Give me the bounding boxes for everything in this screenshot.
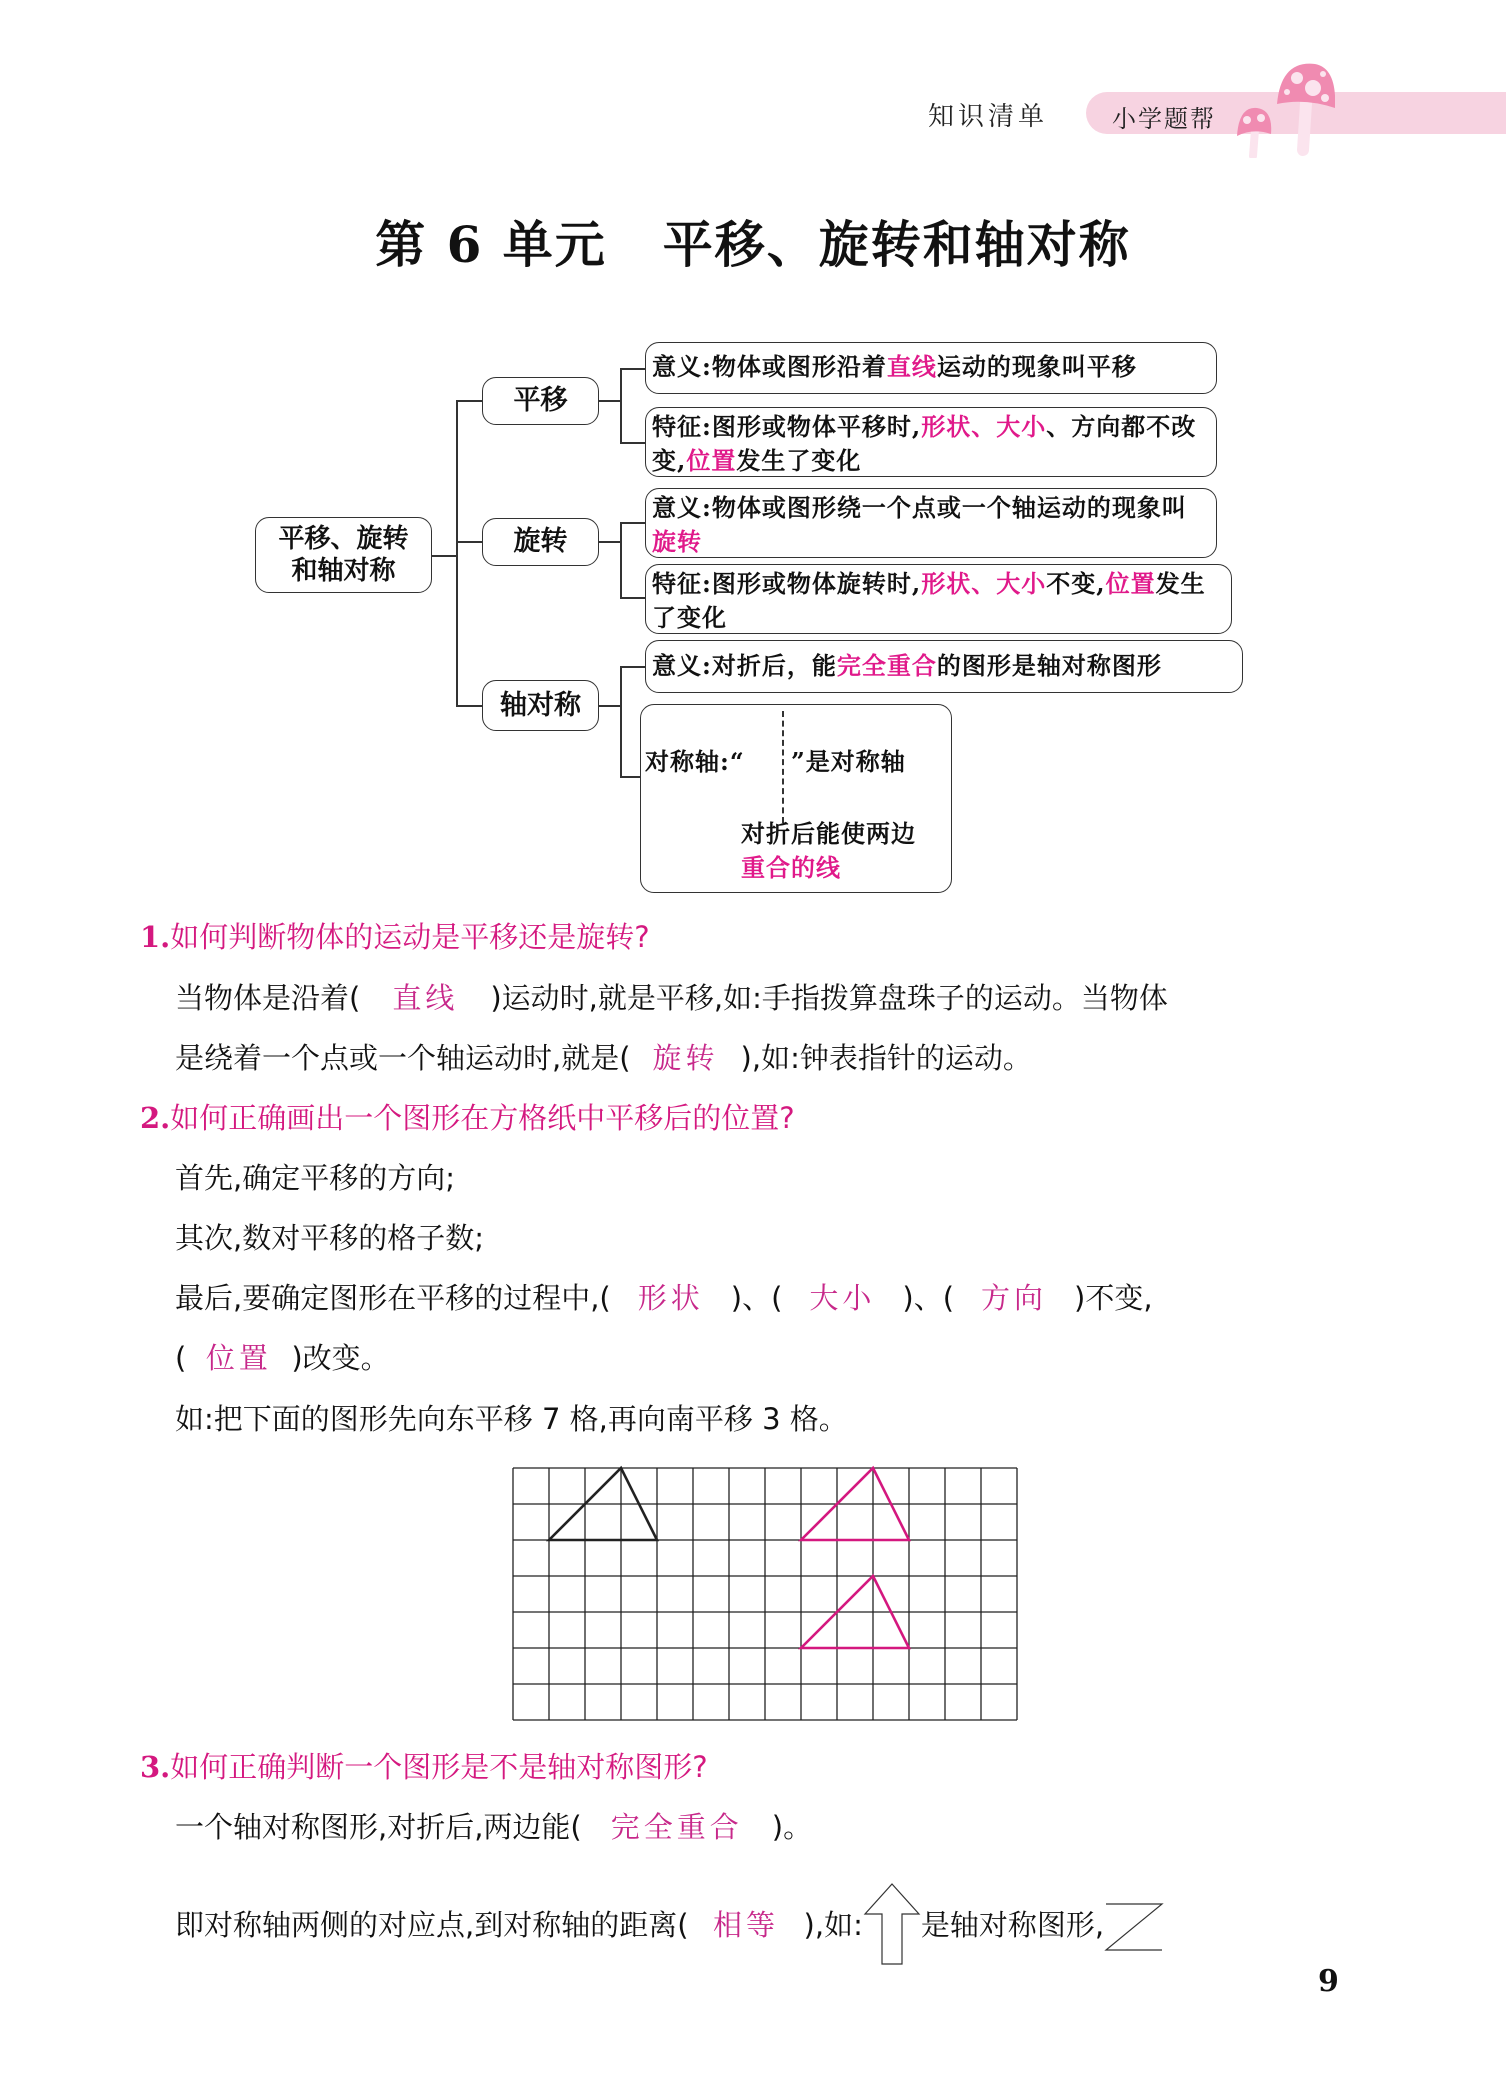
body-text: 最后,要确定图形在平移的过程中,( bbox=[175, 1281, 611, 1315]
question-3-line-1 bbox=[175, 1805, 812, 1846]
body-text: 如:把下面的图形先向东平移 7 格,再向南平移 3 格。 bbox=[175, 1402, 848, 1436]
section-label: 知识清单 bbox=[928, 102, 1049, 132]
connector bbox=[599, 705, 621, 707]
connector bbox=[620, 597, 645, 599]
connector bbox=[599, 541, 621, 543]
answer-text: 大小 bbox=[809, 1281, 876, 1315]
answer-text: 旋转 bbox=[652, 1041, 719, 1075]
symmetry-axis-box bbox=[640, 704, 952, 893]
highlight-text: 完全重合 bbox=[836, 651, 937, 680]
connector bbox=[456, 400, 458, 706]
detail-rotation-feature bbox=[645, 564, 1232, 634]
connector bbox=[620, 368, 622, 443]
body-text: )、( bbox=[902, 1281, 955, 1315]
brand-label: 小学题帮 bbox=[1112, 105, 1216, 133]
highlight-text: 位置 bbox=[1105, 569, 1156, 598]
detail-text: 发生了变化 bbox=[736, 446, 862, 475]
mushroom-icon bbox=[1225, 58, 1335, 158]
detail-text: 意义:物体或图形沿着 bbox=[652, 352, 887, 381]
connector bbox=[432, 555, 457, 557]
connector bbox=[620, 368, 645, 370]
question-1-title: 1.如何判断物体的运动是平移还是旋转? bbox=[140, 920, 650, 954]
connector bbox=[620, 442, 645, 444]
answer-text: 位置 bbox=[205, 1341, 272, 1375]
question-2-line-2 bbox=[175, 1216, 484, 1257]
question-2-line-4 bbox=[175, 1336, 390, 1377]
axis-prefix: 对称轴:“ bbox=[645, 747, 745, 776]
connector bbox=[599, 400, 621, 402]
node-axial-symmetry: 轴对称 bbox=[482, 680, 599, 731]
mindmap-root: 平移、旋转 和轴对称 bbox=[255, 517, 432, 593]
up-arrow-shape-icon bbox=[863, 1888, 921, 1966]
detail-translation-feature bbox=[645, 407, 1217, 477]
page-title bbox=[0, 205, 1506, 277]
question-2-line-1 bbox=[175, 1156, 455, 1197]
question-3-line-2 bbox=[175, 1888, 1164, 1966]
detail-text: 发生了变化 bbox=[652, 569, 1206, 632]
detail-text: 的图形是轴对称图形 bbox=[936, 651, 1162, 680]
body-text: 其次,数对平移的格子数; bbox=[175, 1221, 484, 1255]
body-text: )。 bbox=[771, 1810, 813, 1844]
body-text: 一个轴对称图形,对折后,两边能( bbox=[175, 1810, 582, 1844]
detail-rotation-meaning bbox=[645, 488, 1217, 558]
node-rotation: 旋转 bbox=[482, 518, 599, 566]
answer-text: 直线 bbox=[392, 981, 459, 1015]
body-text: ( bbox=[175, 1341, 187, 1375]
answer-text: 完全重合 bbox=[610, 1810, 743, 1844]
question-2-line-3 bbox=[175, 1276, 1153, 1317]
axis-dashed-line bbox=[782, 711, 784, 823]
highlight-text: 旋转 bbox=[652, 527, 702, 556]
body-text: ),如: bbox=[803, 1908, 863, 1942]
node-translation: 平移 bbox=[482, 377, 599, 425]
detail-text: 、方向都不改变, bbox=[652, 412, 1197, 475]
unit-topic: 平移、旋转和轴对称 bbox=[662, 215, 1131, 274]
answer-text: 相等 bbox=[713, 1908, 780, 1942]
highlight-text: 直线 bbox=[886, 352, 937, 381]
detail-text: 意义:对折后，能 bbox=[652, 651, 837, 680]
connector bbox=[620, 666, 622, 778]
question-1-line-1 bbox=[175, 976, 1168, 1017]
body-text: )不变, bbox=[1074, 1281, 1153, 1315]
question-3-title: 3.如何正确判断一个图形是不是轴对称图形? bbox=[140, 1750, 708, 1784]
detail-text: 特征:图形或物体旋转时, bbox=[652, 569, 922, 598]
question-1-line-2 bbox=[175, 1036, 1032, 1077]
detail-text: 不变, bbox=[1046, 569, 1106, 598]
connector bbox=[620, 666, 645, 668]
axis-caption: 对折后能使两边 bbox=[741, 819, 916, 848]
body-text: )、( bbox=[730, 1281, 783, 1315]
connector bbox=[620, 522, 645, 524]
page-number: 9 bbox=[1318, 1964, 1339, 1999]
axis-caption-highlight: 重合的线 bbox=[741, 853, 841, 882]
body-text: 是绕着一个点或一个轴运动时,就是( bbox=[175, 1041, 631, 1075]
body-text: 是轴对称图形, bbox=[920, 1908, 1105, 1942]
unit-label: 第 6 单元 bbox=[375, 215, 607, 274]
body-text: 当物体是沿着( bbox=[175, 981, 361, 1015]
grid-paper bbox=[510, 1464, 1022, 1726]
body-text: )改变。 bbox=[291, 1341, 390, 1375]
body-text: 即对称轴两侧的对应点,到对称轴的距离( bbox=[175, 1908, 689, 1942]
detail-text: 运动的现象叫平移 bbox=[936, 352, 1137, 381]
answer-text: 形状 bbox=[637, 1281, 704, 1315]
detail-text: 意义:物体或图形绕一个点或一个轴运动的现象叫 bbox=[652, 493, 1187, 522]
detail-text: 特征:图形或物体平移时, bbox=[652, 412, 922, 441]
answer-text: 方向 bbox=[981, 1281, 1048, 1315]
connector bbox=[456, 400, 482, 402]
detail-symmetry-meaning bbox=[645, 640, 1243, 693]
z-shape-icon bbox=[1104, 1902, 1164, 1952]
highlight-text: 位置 bbox=[686, 446, 737, 475]
question-2-title: 2.如何正确画出一个图形在方格纸中平移后的位置? bbox=[140, 1101, 795, 1135]
connector bbox=[456, 541, 482, 543]
highlight-text: 形状、大小 bbox=[921, 412, 1047, 441]
connector bbox=[620, 776, 640, 778]
axis-suffix: ”是对称轴 bbox=[791, 747, 906, 776]
question-2-line-5 bbox=[175, 1397, 848, 1438]
connector bbox=[456, 705, 482, 707]
connector bbox=[620, 522, 622, 598]
highlight-text: 形状、大小 bbox=[921, 569, 1047, 598]
body-text: 首先,确定平移的方向; bbox=[175, 1161, 455, 1195]
body-text: ),如:钟表指针的运动。 bbox=[740, 1041, 1032, 1075]
detail-translation-meaning bbox=[645, 342, 1217, 394]
body-text: )运动时,就是平移,如:手指拨算盘珠子的运动。当物体 bbox=[490, 981, 1168, 1015]
